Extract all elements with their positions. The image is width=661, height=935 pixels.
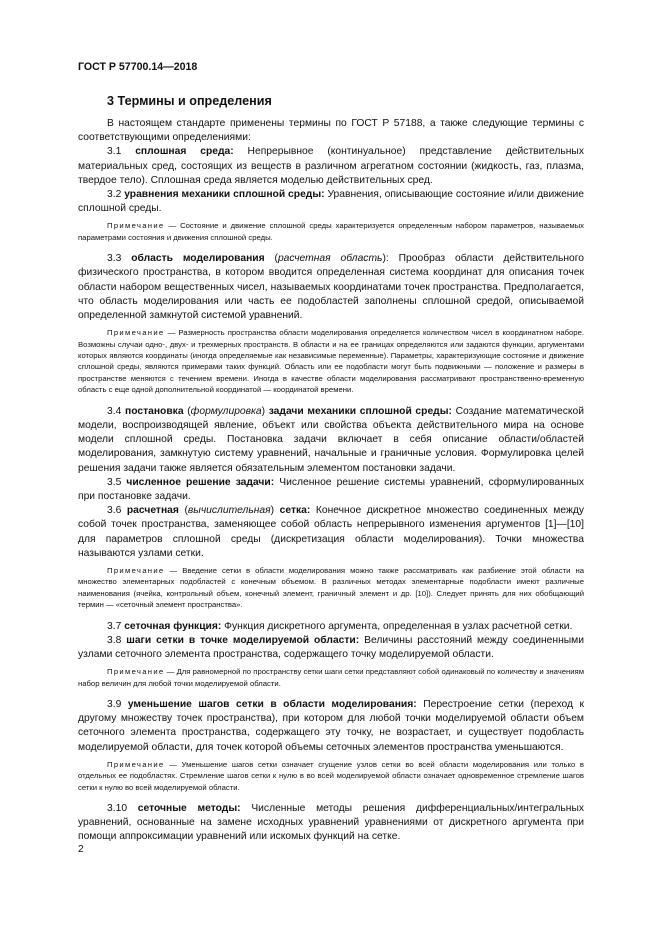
- term-number: 3.1: [107, 146, 136, 158]
- note-text: — Для равномерной по пространству сетки шаги сетки представляют собой одинаковый по количеству и значениям набор величин для любой точки моделируемой области.: [78, 667, 584, 688]
- term-definition: Численное решение системы уравнений, сформулированных при постановке задачи.: [78, 476, 585, 502]
- note-text: — Размерность пространства области моделирования определяется количеством чисел в координатном наборе. Возможны случаи одно-, двух- и трехмерных пространств. В области и на ее границах определяются или задаются функции, аргументами которых являются координаты (иногда определяемые как независимые переменные). Параметры, характеризующие состояние и движение сплошной среды, являются примерами таких функций. Область или ее подобласти могут быть подвижными — положение и размеры в пространстве меняются с течением времени. Иногда в качестве области моделирования рассматривают пространственно-временную область с еще одной дополнительной координатой — координатой времени.: [78, 328, 584, 395]
- term-number: 3.5: [107, 476, 127, 488]
- term-synonym: расчетная область: [277, 253, 383, 265]
- term-number: 3.6: [107, 505, 127, 517]
- note-3-2: [78, 220, 584, 243]
- note-3-8: [78, 666, 584, 689]
- term-definition: Создание математической модели, воспроизводящей явление, объект или свойства объекта действительного мира на основе модели сплошной среды. Постановка задачи включает в себя описание области/областей моделирования, замкнутую систему уравнений, начальные и граничные условия. Формулировка целей решения задачи также является обязательным элементом постановки задачи.: [78, 405, 584, 474]
- term-synonym: вычислительная: [187, 505, 271, 517]
- term-definition: ): Прообраз области действительного физического пространства, в котором вводится определенная система координат для описания точек области набором вещественных чисел, называемых координатами точек пространства. Предполагается, что область моделирования или часть ее подобластей заполнены сплошной средой, описываемой определенной замкнутой системой уравнений.: [78, 253, 584, 322]
- term-3-9: [78, 698, 584, 755]
- term-3-5: [78, 476, 584, 504]
- term-name: сеточные методы:: [137, 803, 241, 814]
- term-definition: Непрерывное (континуальное) представление действительных материальных сред, состоящих из веществ в различном агрегатном состоянии (жидкость, газ, плазма, твердое тело). Сплошная среда является моделью действительных сред.: [78, 146, 584, 186]
- term-number: 3.2: [107, 189, 125, 201]
- term-3-6: 3.6 расчетная (вычислительная) сетка: Конечное дискретное множество соединенных между собой точек пространства, заменяющее собой область непрерывного изменения аргументов [1]—[10] для параметров сплошной среды (дискретизация области моделирования). Точки множества называются узлами сетки.: [78, 505, 584, 559]
- note-3-6: [78, 565, 584, 611]
- term-3-4: 3.4 постановка (формулировка) задачи механики сплошной среды: Создание математической модели, воспроизводящей явление, объект или свойства объекта действительного мира на основе модели сплошной среды. Постановка задачи включает в себя описание области/областей моделирования, замкнутую систему уравнений, начальные и граничные условия. Формулировка целей решения задачи также является обязательным элементом постановки задачи.: [78, 405, 584, 474]
- document-body: [78, 117, 584, 845]
- term-number: 3.7: [107, 620, 125, 632]
- note-label: Примечание: [107, 667, 165, 677]
- term-3-1: [78, 145, 584, 188]
- document-header: ГОСТ Р 57700.14—2018: [78, 61, 198, 73]
- note-text: — Уменьшение шагов сетки означает сгущение узлов сетки во всей области моделирования или только в отдельных ее подобластях. Стремление шагов сетки к нулю в во всей моделируемой области означает одновременное стремление шагов сетки к нулю во всей моделируемой области.: [78, 759, 584, 792]
- term-name: численное решение задачи:: [126, 476, 275, 488]
- note-label: Примечание: [107, 221, 165, 231]
- term-number: 3.9: [107, 698, 128, 710]
- note-label: Примечание: [107, 565, 165, 575]
- term-3-7: [78, 620, 584, 634]
- term-3-10: [78, 802, 584, 845]
- note-3-9: [78, 759, 584, 793]
- section-title: 3 Термины и определения: [107, 94, 272, 108]
- term-3-2: [78, 188, 584, 216]
- term-name-continued: задачи механики сплошной среды:: [268, 405, 452, 417]
- term-name: шаги сетки в точке моделируемой области:: [126, 634, 360, 646]
- note-label: Примечание: [107, 759, 165, 769]
- note-text: — Состояние и движение сплошной среды характеризуется определенным набором параметров, называемых параметрами состояния и движения сплошной среды.: [78, 221, 584, 242]
- term-name: постановка: [124, 405, 184, 417]
- term-synonym: формулировка: [190, 405, 262, 417]
- term-definition: Конечное дискретное множество соединенных между собой точек пространства, заменяющее собой область непрерывного изменения аргументов [1]—[10] для параметров сплошной среды (дискретизация области моделирования). Точки множества называются узлами сетки.: [78, 505, 584, 559]
- term-name: область моделирования: [131, 253, 265, 265]
- term-number: 3.3: [107, 253, 132, 265]
- term-number: 3.10: [107, 803, 138, 814]
- term-definition: Уравнения, описывающие состояние и/или движение сплошной среды.: [78, 189, 584, 215]
- term-definition: Перестроение сетки (переход к другому множеству точек пространства), при котором для любой точки моделируемой области объем сеточного элемента пространства, содержащего эту точку, не возрастает, и существует подобласть моделируемой области, для точек которой объемы сеточных элементов пространства уменьшаются.: [78, 698, 584, 753]
- term-3-3: 3.3 область моделирования (расчетная область): Прообраз области действительного физического пространства, в котором вводится определенная система координат для описания точек области набором вещественных чисел, называемых координатами точек пространства. Предполагается, что область моделирования или часть ее подобластей заполнены сплошной средой, описываемой определенной замкнутой системой уравнений.: [78, 253, 584, 322]
- note-3-3: [78, 327, 584, 395]
- term-name-continued: сетка:: [279, 505, 311, 517]
- note-label: Примечание: [107, 328, 165, 338]
- term-number: 3.8: [107, 634, 127, 646]
- page-number: 2: [78, 844, 84, 855]
- term-name: сплошная среда:: [135, 146, 234, 158]
- term-name: уравнения механики сплошной среды:: [124, 189, 325, 201]
- term-number: 3.4: [107, 405, 125, 417]
- term-name: уменьшение шагов сетки в области моделирования:: [127, 698, 417, 710]
- term-3-8: [78, 634, 584, 662]
- term-name: расчетная: [126, 505, 179, 517]
- note-text: — Введение сетки в области моделирования можно также рассматривать как разбиение этой области на множество элементарных подобластей с конечным объемом. В различных методах элементарные подобласти имеют различные наименования (ячейка, контрольный объем, конечный элемент, граничный элемент и др. [10]). Следует принять для них обобщающий термин — «сеточный элемент пространства».: [78, 565, 584, 610]
- term-definition: Численные методы решения дифференциальных/интегральных уравнений, основанные на замене исходных уравнений уравнениями от дискретного аргумента при помощи аппроксимации уравнений или искомых функций на сетке.: [78, 803, 584, 843]
- term-name: сеточная функция:: [124, 620, 222, 632]
- term-definition: Величины расстояний между соединенными узлами сеточного элемента пространства, содержащего точку моделируемой области.: [78, 634, 584, 660]
- intro-paragraph: В настоящем стандарте применены термины по ГОСТ Р 57188, а также следующие термины с соответствующими определениями:: [78, 118, 584, 144]
- term-definition: Функция дискретного аргумента, определенная в узлах расчетной сетки.: [221, 620, 573, 632]
